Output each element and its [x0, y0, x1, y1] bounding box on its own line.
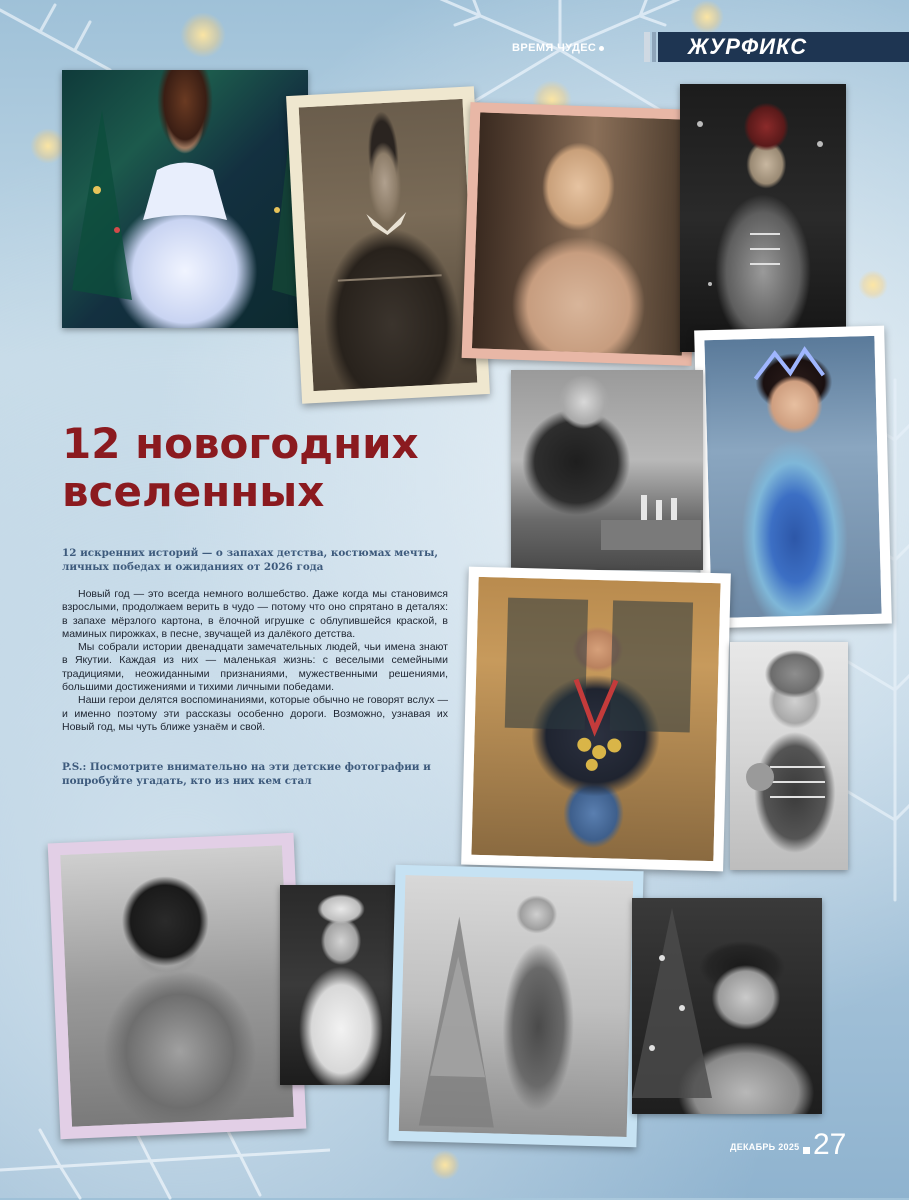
childhood-photo-6	[511, 370, 703, 570]
bullet-dot-icon	[599, 46, 604, 51]
body-paragraph: Новый год — это всегда немного волшебство. Даже когда мы становимся взрослыми, продолжаем верить в чудо — потому что оно спрятано в деталях: в запахе мёрзлого картона, в ёлочной игрушке с облупившейся краской, в маминых пирожках, в песне, звучащей из далёкого детства.	[62, 588, 448, 640]
article-title	[62, 420, 482, 516]
childhood-photo-1	[62, 70, 308, 328]
childhood-photo-3	[472, 112, 690, 355]
childhood-photo-2-frame	[286, 86, 490, 403]
childhood-photo-9	[60, 845, 294, 1126]
brand-bar	[658, 32, 909, 62]
childhood-photo-9-frame	[48, 833, 307, 1139]
bokeh-light	[30, 128, 66, 164]
bokeh-light	[180, 12, 226, 58]
article-title-line-2: вселенных	[62, 467, 325, 516]
footer-square-icon	[803, 1147, 810, 1154]
article-postscript: P.S.: Посмотрите внимательно на эти детские фотографии и попробуйте угадать, кто из них кем стал	[62, 761, 431, 787]
childhood-photo-10	[280, 885, 402, 1085]
childhood-photo-12	[632, 898, 822, 1114]
childhood-photo-3-frame	[462, 102, 701, 366]
bokeh-light	[858, 270, 888, 300]
childhood-photo-8	[730, 642, 848, 870]
issue-date: ДЕКАБРЬ 2025	[730, 1142, 800, 1152]
section-label-text: ВРЕМЯ ЧУДЕС	[512, 42, 597, 54]
page-number: 27	[813, 1128, 847, 1161]
brand-bar-accent	[652, 32, 656, 62]
childhood-photo-11	[399, 875, 634, 1137]
childhood-photo-11-frame	[388, 865, 643, 1147]
body-paragraph: Мы собрали истории двенадцати замечательных людей, чьи имена знают в Якутии. Каждая из них — маленькая жизнь: с веселыми семейными традициями, неожиданными признаниями, мужественными решениями, большими достижениями и тихими личными победами.	[62, 641, 448, 694]
childhood-photo-7	[471, 577, 720, 861]
childhood-photo-7-frame	[461, 567, 731, 872]
article-lead: 12 искренних историй — о запахах детства, костюмах мечты, личных победах и ожиданиях от 2026 года	[62, 547, 438, 573]
section-label	[512, 42, 604, 54]
bokeh-light	[430, 1150, 460, 1180]
body-paragraph: Наши герои делятся воспоминаниями, которые обычно не говорят вслух — и именно поэтому эти рассказы особенно дороги. Возможно, узнавая их Новый год, мы чуть ближе узнаём и свой.	[62, 694, 448, 733]
article-body	[62, 588, 448, 734]
childhood-photo-5	[704, 336, 881, 618]
article-title-line-1: 12 новогодних	[62, 419, 419, 468]
childhood-photo-2	[299, 99, 478, 391]
brand-bar-accent	[644, 32, 650, 62]
childhood-photo-4	[680, 84, 846, 352]
bokeh-light	[690, 0, 724, 34]
magazine-section-brand: ЖУРФИКС	[688, 34, 808, 59]
